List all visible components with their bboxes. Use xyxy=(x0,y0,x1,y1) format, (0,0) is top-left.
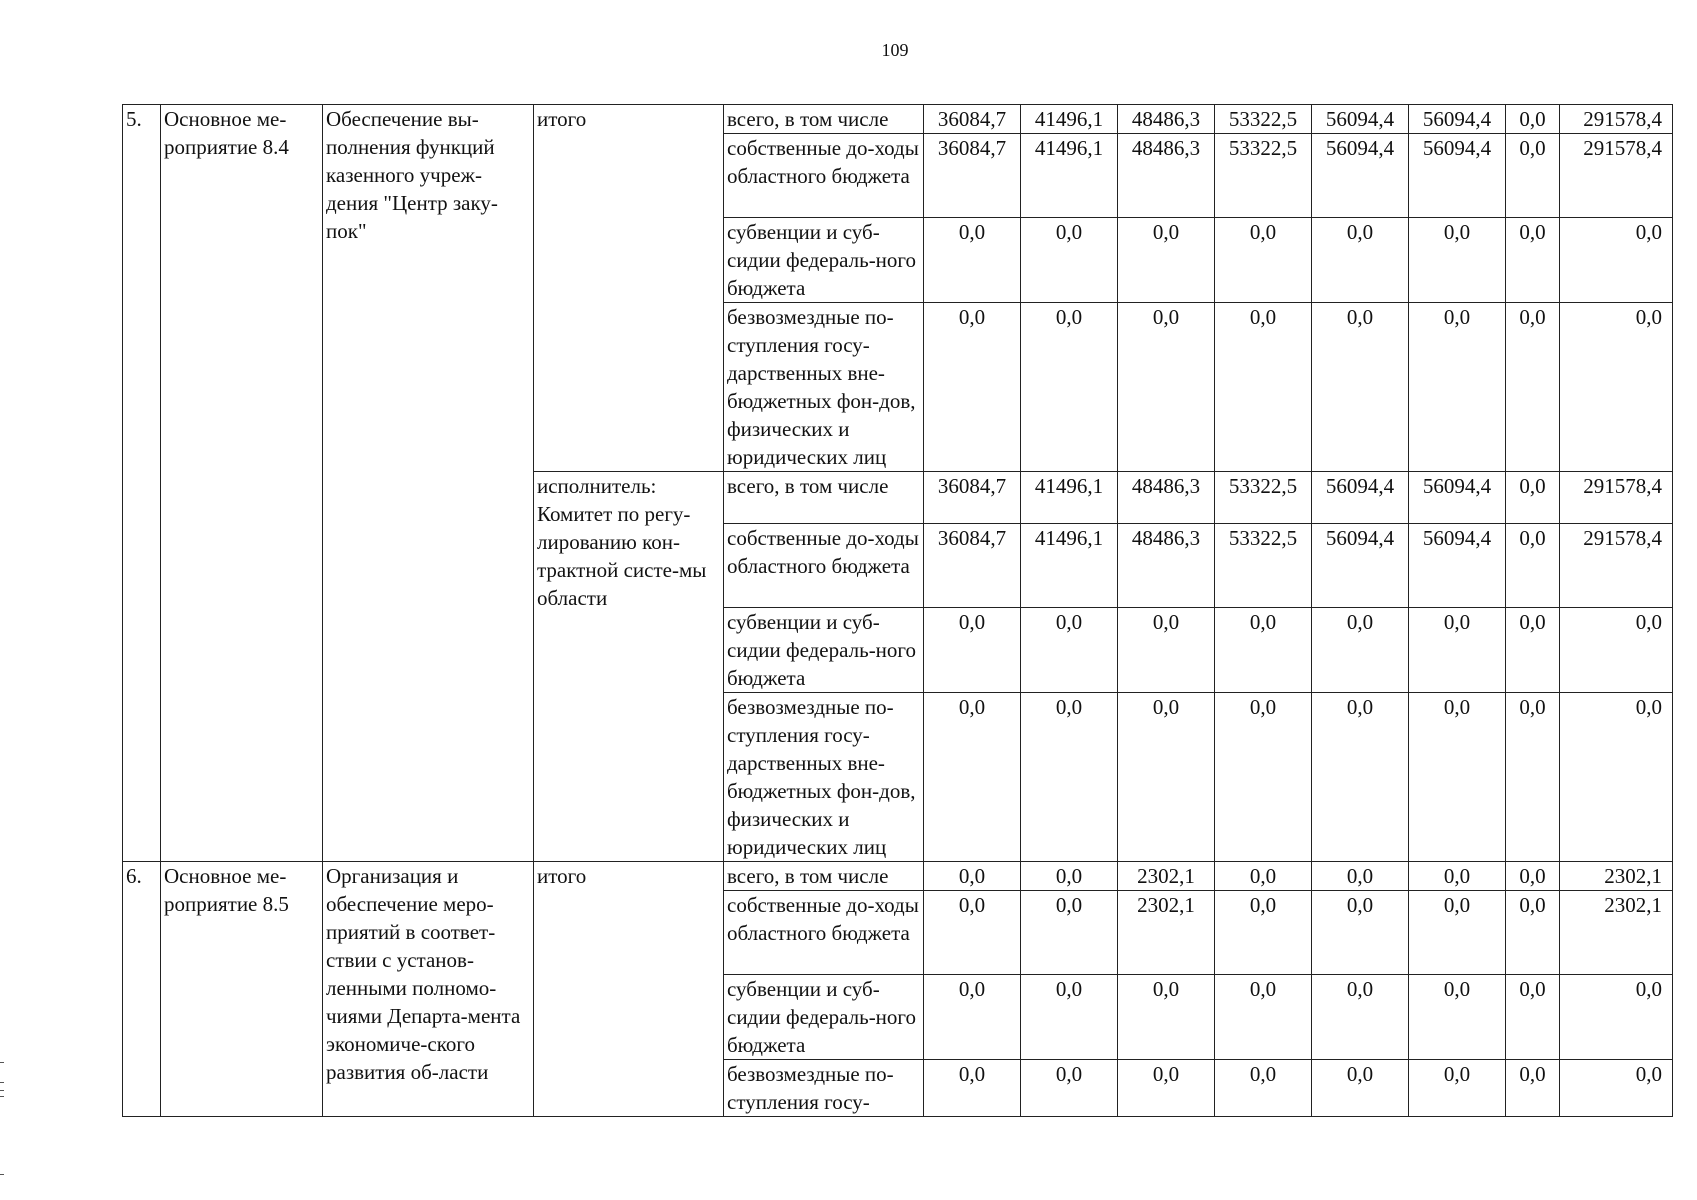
measure-cell: Основное ме-роприятие 8.5 xyxy=(161,862,323,1117)
value-cell: 36084,7 xyxy=(924,105,1021,134)
value-cell: 48486,3 xyxy=(1118,105,1215,134)
row-number: 5. xyxy=(123,105,161,862)
value-cell: 0,0 xyxy=(1215,303,1312,472)
value-cell: 0,0 xyxy=(1506,862,1560,891)
value-cell: 0,0 xyxy=(1409,218,1506,303)
value-cell: 0,0 xyxy=(1215,1060,1312,1117)
value-cell: 36084,7 xyxy=(924,524,1021,608)
description-cell: Организация и обеспечение меро-приятий в соответ-ствии с установ-ленными полномо-чиями Департа-мента экономиче-ского развития об-ласти xyxy=(323,862,534,1117)
funding-source-cell: безвозмездные по-ступления госу-дарственных вне-бюджетных фон-дов, физических и юридических лиц xyxy=(724,693,924,862)
value-cell: 53322,5 xyxy=(1215,134,1312,218)
value-cell: 48486,3 xyxy=(1118,472,1215,524)
value-cell: 0,0 xyxy=(1506,1060,1560,1117)
value-cell: 0,0 xyxy=(1506,218,1560,303)
value-cell: 0,0 xyxy=(1215,891,1312,975)
value-cell: 36084,7 xyxy=(924,134,1021,218)
value-cell: 0,0 xyxy=(924,1060,1021,1117)
funding-source-cell: собственные до-ходы областного бюджета xyxy=(724,891,924,975)
value-cell: 0,0 xyxy=(1506,303,1560,472)
value-cell: 2302,1 xyxy=(1118,862,1215,891)
value-cell: 56094,4 xyxy=(1312,472,1409,524)
value-cell: 56094,4 xyxy=(1312,524,1409,608)
scan-mark xyxy=(0,1174,4,1175)
value-cell: 0,0 xyxy=(1409,975,1506,1060)
value-cell: 0,0 xyxy=(1021,1060,1118,1117)
funding-source-cell: субвенции и суб-сидии федераль-ного бюджета xyxy=(724,975,924,1060)
value-cell: 41496,1 xyxy=(1021,524,1118,608)
total-value-cell: 0,0 xyxy=(1560,608,1673,693)
value-cell: 0,0 xyxy=(1118,303,1215,472)
value-cell: 0,0 xyxy=(1506,891,1560,975)
value-cell: 2302,1 xyxy=(1118,891,1215,975)
value-cell: 0,0 xyxy=(1506,693,1560,862)
value-cell: 36084,7 xyxy=(924,472,1021,524)
responsible-cell: исполнитель: Комитет по регу-лированию кон-трактной систе-мы области xyxy=(534,472,724,862)
value-cell: 0,0 xyxy=(924,693,1021,862)
value-cell: 56094,4 xyxy=(1312,134,1409,218)
total-value-cell: 291578,4 xyxy=(1560,105,1673,134)
value-cell: 41496,1 xyxy=(1021,134,1118,218)
value-cell: 0,0 xyxy=(1118,218,1215,303)
value-cell: 0,0 xyxy=(1021,608,1118,693)
value-cell: 56094,4 xyxy=(1409,472,1506,524)
row-number: 6. xyxy=(123,862,161,1117)
value-cell: 0,0 xyxy=(1021,693,1118,862)
table-body xyxy=(123,105,1673,1117)
value-cell: 0,0 xyxy=(1021,862,1118,891)
value-cell: 0,0 xyxy=(1506,472,1560,524)
value-cell: 0,0 xyxy=(924,891,1021,975)
value-cell: 56094,4 xyxy=(1409,524,1506,608)
funding-source-cell: собственные до-ходы областного бюджета xyxy=(724,524,924,608)
funding-source-cell: безвозмездные по-ступления госу- xyxy=(724,1060,924,1117)
total-value-cell: 291578,4 xyxy=(1560,472,1673,524)
value-cell: 41496,1 xyxy=(1021,472,1118,524)
value-cell: 0,0 xyxy=(1506,524,1560,608)
value-cell: 56094,4 xyxy=(1409,134,1506,218)
value-cell: 0,0 xyxy=(924,218,1021,303)
value-cell: 0,0 xyxy=(1506,975,1560,1060)
measure-cell: Основное ме-роприятие 8.4 xyxy=(161,105,323,862)
value-cell: 0,0 xyxy=(1409,1060,1506,1117)
value-cell: 0,0 xyxy=(1409,862,1506,891)
value-cell: 56094,4 xyxy=(1312,105,1409,134)
value-cell: 0,0 xyxy=(1312,303,1409,472)
value-cell: 0,0 xyxy=(1215,975,1312,1060)
value-cell: 0,0 xyxy=(1021,891,1118,975)
total-value-cell: 0,0 xyxy=(1560,1060,1673,1117)
value-cell: 0,0 xyxy=(1215,862,1312,891)
total-value-cell: 0,0 xyxy=(1560,693,1673,862)
total-value-cell: 2302,1 xyxy=(1560,862,1673,891)
budget-table xyxy=(122,104,1673,1117)
value-cell: 53322,5 xyxy=(1215,105,1312,134)
total-value-cell: 0,0 xyxy=(1560,303,1673,472)
value-cell: 0,0 xyxy=(1409,303,1506,472)
funding-source-cell: всего, в том числе xyxy=(724,472,924,524)
value-cell: 0,0 xyxy=(1312,862,1409,891)
total-value-cell: 291578,4 xyxy=(1560,134,1673,218)
value-cell: 0,0 xyxy=(1409,608,1506,693)
value-cell: 0,0 xyxy=(1021,975,1118,1060)
value-cell: 0,0 xyxy=(1312,693,1409,862)
total-value-cell: 291578,4 xyxy=(1560,524,1673,608)
funding-source-cell: субвенции и суб-сидии федераль-ного бюджета xyxy=(724,608,924,693)
funding-source-cell: безвозмездные по-ступления госу-дарственных вне-бюджетных фон-дов, физических и юридических лиц xyxy=(724,303,924,472)
value-cell: 0,0 xyxy=(924,862,1021,891)
value-cell: 48486,3 xyxy=(1118,524,1215,608)
value-cell: 0,0 xyxy=(1118,975,1215,1060)
value-cell: 0,0 xyxy=(1312,218,1409,303)
value-cell: 0,0 xyxy=(1409,891,1506,975)
value-cell: 41496,1 xyxy=(1021,105,1118,134)
total-value-cell: 0,0 xyxy=(1560,975,1673,1060)
value-cell: 0,0 xyxy=(924,975,1021,1060)
value-cell: 0,0 xyxy=(1215,218,1312,303)
value-cell: 53322,5 xyxy=(1215,472,1312,524)
value-cell: 0,0 xyxy=(1215,693,1312,862)
page-number: 109 xyxy=(881,40,909,60)
total-value-cell: 2302,1 xyxy=(1560,891,1673,975)
scan-mark xyxy=(0,1096,4,1097)
table-row xyxy=(123,862,1673,891)
value-cell: 0,0 xyxy=(924,608,1021,693)
value-cell: 0,0 xyxy=(1506,105,1560,134)
value-cell: 0,0 xyxy=(1118,608,1215,693)
value-cell: 0,0 xyxy=(1118,1060,1215,1117)
value-cell: 0,0 xyxy=(1506,608,1560,693)
table-row xyxy=(123,105,1673,134)
responsible-cell: итого xyxy=(534,105,724,472)
value-cell: 53322,5 xyxy=(1215,524,1312,608)
value-cell: 0,0 xyxy=(1312,1060,1409,1117)
total-value-cell: 0,0 xyxy=(1560,218,1673,303)
value-cell: 0,0 xyxy=(924,303,1021,472)
value-cell: 48486,3 xyxy=(1118,134,1215,218)
scan-mark xyxy=(0,1062,4,1063)
responsible-cell: итого xyxy=(534,862,724,1117)
scan-mark xyxy=(0,1082,4,1083)
value-cell: 0,0 xyxy=(1021,303,1118,472)
value-cell: 0,0 xyxy=(1215,608,1312,693)
value-cell: 0,0 xyxy=(1312,891,1409,975)
scan-mark xyxy=(0,1090,4,1091)
value-cell: 56094,4 xyxy=(1409,105,1506,134)
funding-source-cell: всего, в том числе xyxy=(724,862,924,891)
description-cell: Обеспечение вы-полнения функций казенного учреж-дения "Центр заку-пок" xyxy=(323,105,534,862)
funding-source-cell: собственные до-ходы областного бюджета xyxy=(724,134,924,218)
value-cell: 0,0 xyxy=(1409,693,1506,862)
value-cell: 0,0 xyxy=(1312,975,1409,1060)
funding-source-cell: всего, в том числе xyxy=(724,105,924,134)
funding-source-cell: субвенции и суб-сидии федераль-ного бюджета xyxy=(724,218,924,303)
value-cell: 0,0 xyxy=(1312,608,1409,693)
value-cell: 0,0 xyxy=(1021,218,1118,303)
value-cell: 0,0 xyxy=(1506,134,1560,218)
value-cell: 0,0 xyxy=(1118,693,1215,862)
